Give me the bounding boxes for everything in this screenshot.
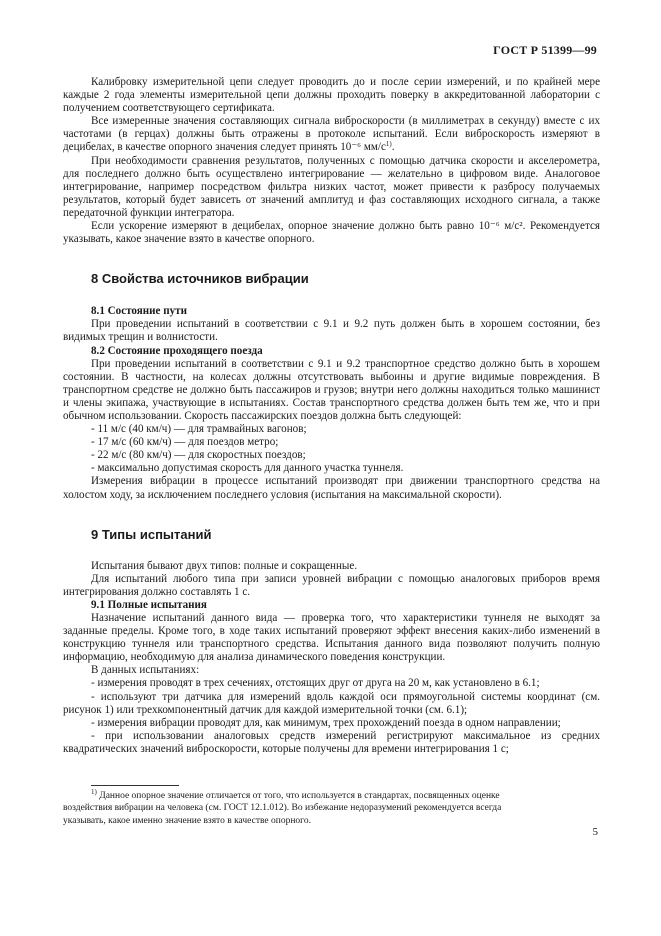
- paragraph-velocity-values: [63, 115, 600, 154]
- section-8-1-text: При проведении испытаний в соответствии с 9.1 и 9.2 путь должен быть в хорошем состоянии, без видимых трещин и волнистости.: [63, 318, 600, 344]
- list-item: - 17 м/с (60 км/ч) — для поездов метро;: [91, 436, 279, 449]
- paragraph-velocity-text: Все измеренные значения составляющих сигнала виброскорости (в миллиметрах в секунду) вместе с их частотами (в герцах) должны быть отражены в протоколе испытаний. Если виброскорость измеряют в децибелах, в качестве опорного значения следует принять 10⁻⁶ мм/с: [63, 115, 600, 154]
- section-8-2-text: При проведении испытаний в соответствии с 9.1 и 9.2 транспортное средство должно быть в хорошем состоянии. В частности, на колесах должны отсутствовать выбоины и другие видимые повреждения. В транспортном средстве не должно быть пассажиров и грузов; внутри него должны находиться только машинист и члены экипажа, участвующие в испытаниях. Состав транспортного средства должен быть тем же, что и при обычном использовании. Скорость пассажирских поездов должна быть следующей:: [63, 357, 600, 422]
- document-body: [63, 76, 600, 756]
- footnote-marker: 1): [91, 788, 97, 796]
- section-8-after-text: Измерения вибрации в процессе испытаний производят при движении транспортного средства на холостом ходу, за исключением последнего условия (испытания на максимальной скорости).: [63, 475, 600, 501]
- list-item: - используют три датчика для измерений вдоль каждой оси прямоугольной системы координат (см. рисунок 1) или трехкомпонентный датчик для каждой измерительной точки (см. 6.1);: [63, 690, 600, 716]
- page-number: 5: [592, 826, 598, 838]
- footnote: [63, 788, 600, 827]
- footnote-line-1: [91, 790, 600, 802]
- section-8-2-title: 8.2 Состояние проходящего поезда: [91, 344, 263, 357]
- document-id-header: ГОСТ Р 51399—99: [493, 43, 597, 57]
- footnote-ref: 1): [385, 140, 392, 149]
- list-item: - измерения проводят в трех сечениях, отстоящих друг от друга на 20 м, как установлено в 6.1;: [91, 677, 540, 690]
- list-item: - максимально допустимая скорость для данного участка туннеля.: [91, 462, 404, 475]
- section-9-integration-time: Для испытаний любого типа при записи уровней вибрации с помощью аналоговых приборов время интегрирования должно составлять 1 с.: [63, 572, 600, 598]
- section-9-1-in-tests: В данных испытаниях:: [91, 664, 200, 677]
- paragraph-integration: При необходимости сравнения результатов, полученных с помощью датчика скорости и акселерометра, для последнего должно быть осуществлено интегрирование — желательно в цифровом виде. Аналоговое интегрирование, например посредством фильтра низких частот, может привести к разбросу получаемых результатов, который будет зависеть от значений амплитуд и фаз составляющих исходного сигнала, а также передаточной функции интегратора.: [63, 154, 600, 219]
- list-item: - при использовании аналоговых средств измерений регистрируют максимальное из средних квадратических значений виброскорости, которые получены для времени интегрирования 1 с;: [63, 729, 600, 755]
- list-item: - 11 м/с (40 км/ч) — для трамвайных вагонов;: [91, 423, 307, 436]
- section-8-title: 8 Свойства источников вибрации: [91, 271, 309, 287]
- paragraph-acceleration: Если ускорение измеряют в децибелах, опорное значение должно быть равно 10⁻⁶ м/с². Рекомендуется указывать, какое значение взято в качестве опорного.: [63, 220, 600, 246]
- paragraph-calibration: Калибровку измерительной цепи следует проводить до и после серии измерений, и по крайней мере каждые 2 года элементы измерительной цепи должны проходить поверку в аккредитованной лаборатории с получением соответствующего сертификата.: [63, 76, 600, 115]
- section-9-title: 9 Типы испытаний: [91, 526, 212, 542]
- footnote-text-1: Данное опорное значение отличается от того, что используется в стандартах, посвященных оценке: [99, 791, 500, 801]
- section-9-types: Испытания бывают двух типов: полные и сокращенные.: [91, 559, 358, 572]
- section-9-1-title: 9.1 Полные испытания: [91, 598, 207, 611]
- footnote-line-3: указывать, какое именно значение взято в качестве опорного.: [63, 815, 311, 826]
- section-9-1-text: Назначение испытаний данного вида — проверка того, что характеристики туннеля не выходят за заданные пределы. Кроме того, в ходе таких испытаний проверяют эффект внесения каких-либо изменений в конструкцию туннеля или транспортного средства. Испытания данного вида позволяют получить полную информацию, необходимую для анализа динамического поведения конструкции.: [63, 612, 600, 664]
- footnote-line-2: воздействия вибрации на человека (см. ГОСТ 12.1.012). Во избежание недоразумений рекомендуется всегда: [63, 803, 502, 814]
- section-8-1-title: 8.1 Состояние пути: [91, 305, 188, 318]
- list-item: - измерения вибрации проводят для, как минимум, трех прохождений поезда в одном направлении;: [91, 716, 561, 729]
- footnote-separator: [91, 785, 179, 786]
- list-item: - 22 м/с (80 км/ч) — для скоростных поездов;: [91, 449, 306, 462]
- paragraph-velocity-end: .: [391, 141, 395, 154]
